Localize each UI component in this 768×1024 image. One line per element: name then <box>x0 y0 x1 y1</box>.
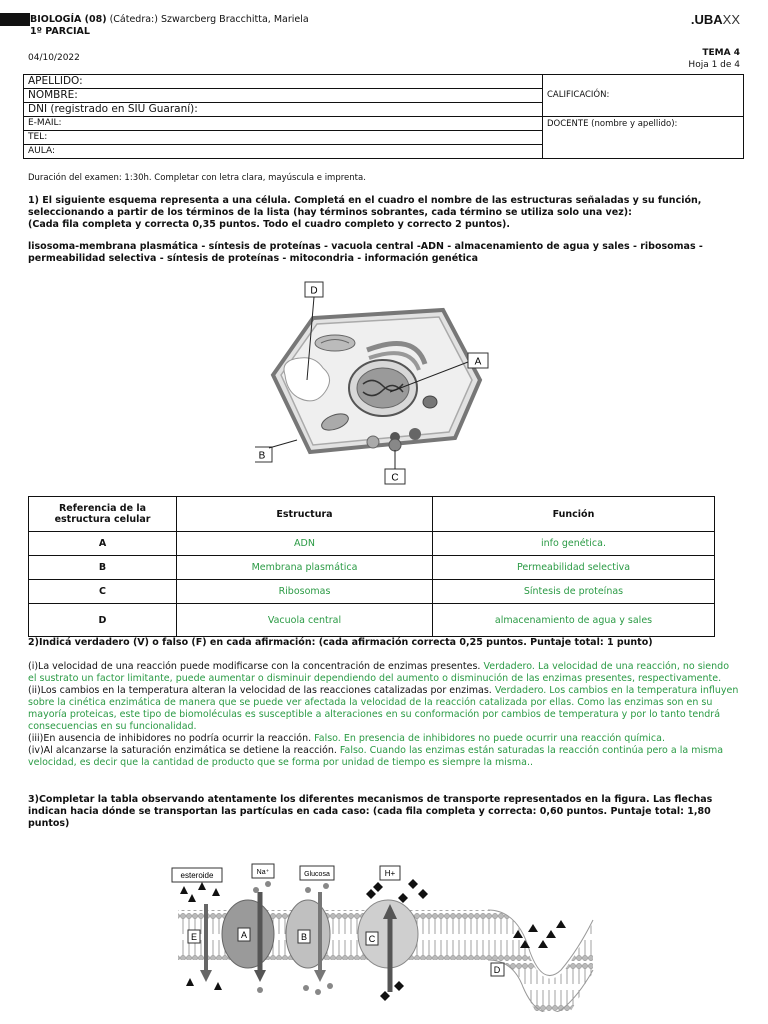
table-row <box>29 532 715 556</box>
header-black-bar <box>0 13 30 26</box>
cell-structure-table <box>28 496 715 637</box>
tema-info <box>688 47 740 71</box>
funcion-cell[interactable]: Síntesis de proteínas <box>433 580 715 604</box>
catedra: (Cátedra:) Szwarcberg Bracchitta, Mariela <box>106 14 309 25</box>
statement-iii: (iii)En ausencia de inhibidores no podría ocurrir la reacción. Falso. En presencia de inhibidores no puede ocurrir una reacción química. <box>28 733 665 744</box>
label-b: B <box>300 932 308 942</box>
aula-field[interactable]: AULA: <box>24 145 543 159</box>
question-2-items <box>28 661 740 769</box>
label-e: E <box>190 932 198 942</box>
email-field[interactable]: E-MAIL: <box>24 117 543 131</box>
label-b: B <box>258 450 266 462</box>
question-1-statement: 1) El siguiente esquema representa a una célula. Completá en el cuadro el nombre de las estructuras señaladas y su función, seleccionando a partir de los términos de la lista (hay términos sobrantes, cada término se utiliza solo una vez): (Cada fila completa y correcta 0,35 puntos. Todo el cuadro completo y correcto 2 puntos). <box>28 195 702 230</box>
ref-cell: D <box>29 604 177 637</box>
cell-diagram <box>255 280 500 485</box>
question-1-terms: lisosoma-membrana plasmática - síntesis de proteínas - vacuola central -ADN - almacenamiento de agua y sales - ribosomas - permeabilidad selectiva - síntesis de proteínas - mitocondria - información genética <box>28 241 703 264</box>
apellido-field[interactable]: APELLIDO: <box>24 75 543 89</box>
nombre-field[interactable]: NOMBRE: <box>24 89 543 103</box>
header-referencia: Referencia de la estructura celular <box>29 497 177 532</box>
label-glucosa: Glucosa <box>304 871 330 878</box>
ref-cell: B <box>29 556 177 580</box>
student-info-box <box>23 74 744 159</box>
label-c: C <box>391 472 399 484</box>
label-esteroide: esteroide <box>180 871 214 880</box>
estructura-cell[interactable]: Membrana plasmática <box>177 556 433 580</box>
course-name: BIOLOGÍA (08) <box>30 14 107 25</box>
statement-iv: (iv)Al alcanzarse la saturación enzimática se detiene la reacción. Falso. Cuando las enzimas están saturadas la reacción continúa pero a la misma velocidad, es decir que la cantidad de producto que se forma por unidad de tiempo es siempre la misma.. <box>28 745 724 768</box>
table-row <box>29 580 715 604</box>
estructura-cell[interactable]: ADN <box>177 532 433 556</box>
label-a: A <box>474 356 482 368</box>
membrane-transport-diagram <box>168 862 600 1012</box>
header-estructura: Estructura <box>177 497 433 532</box>
estructura-cell[interactable]: Vacuola central <box>177 604 433 637</box>
statement-ii: (ii)Los cambios en la temperatura alteran la velocidad de las reacciones catalizadas por enzimas. Verdadero. Los cambios en la temperatura influyen sobre la cinética enzimática de manera que se puede ver afectada la velocidad de la reacción catalizada por ellas. Como las enzimas son en su mayoría proteicas, este tipo de biomoléculas es susceptible a alteraciones en su conformación por cambios de temperatura y por lo tanto tendrá consecuencias en su funcionalidad. <box>28 685 739 732</box>
label-na: Na⁺ <box>256 869 270 876</box>
exam-duration: Duración del examen: 1:30h. Completar con letra clara, mayúscula e imprenta. <box>28 173 366 183</box>
dni-field[interactable]: DNI (registrado en SIU Guaraní): <box>24 103 543 117</box>
docente-field[interactable]: DOCENTE (nombre y apellido): <box>543 117 744 159</box>
header-funcion: Función <box>433 497 715 532</box>
table-row <box>29 556 715 580</box>
estructura-cell[interactable]: Ribosomas <box>177 580 433 604</box>
exam-date: 04/10/2022 <box>28 53 80 63</box>
label-a: A <box>240 930 248 940</box>
label-h: H+ <box>384 869 396 878</box>
table-row <box>29 604 715 637</box>
funcion-cell[interactable]: almacenamiento de agua y sales <box>433 604 715 637</box>
funcion-cell[interactable]: Permeabilidad selectiva <box>433 556 715 580</box>
funcion-cell[interactable]: info genética. <box>433 532 715 556</box>
question-2-title: 2)Indicá verdadero (V) o falso (F) en cada afirmación: (cada afirmación correcta 0,25 puntos. Puntaje total: 1 punto) <box>28 637 653 648</box>
question-3-statement: 3)Completar la tabla observando atentamente los diferentes mecanismos de transporte representados en la figura. Las flechas indican hacia dónde se transportan las partículas en cada caso: (cada fila completa y correcta: 0,60 puntos. Puntaje total: 1,80 puntos) <box>28 794 713 829</box>
label-d: D <box>310 285 318 297</box>
calificacion-field[interactable]: CALIFICACIÓN: <box>543 75 744 117</box>
course-header <box>30 14 309 38</box>
parcial-label: 1º PARCIAL <box>30 26 90 37</box>
label-c: C <box>368 934 376 944</box>
label-d: D <box>493 965 501 975</box>
ref-cell: C <box>29 580 177 604</box>
tel-field[interactable]: TEL: <box>24 131 543 145</box>
ref-cell: A <box>29 532 177 556</box>
hoja-label: Hoja 1 de 4 <box>688 60 740 70</box>
tema-label: TEMA 4 <box>702 48 740 58</box>
uba-logo: .UBAXX <box>690 12 740 27</box>
statement-i: (i)La velocidad de una reacción puede modificarse con la concentración de enzimas presentes. Verdadero. La velocidad de una reacción, no siendo el sustrato un factor limitante, puede aumentar o disminuir dependiendo del aumento o disminución de las enzimas presentes, respectivamente. <box>28 661 730 684</box>
